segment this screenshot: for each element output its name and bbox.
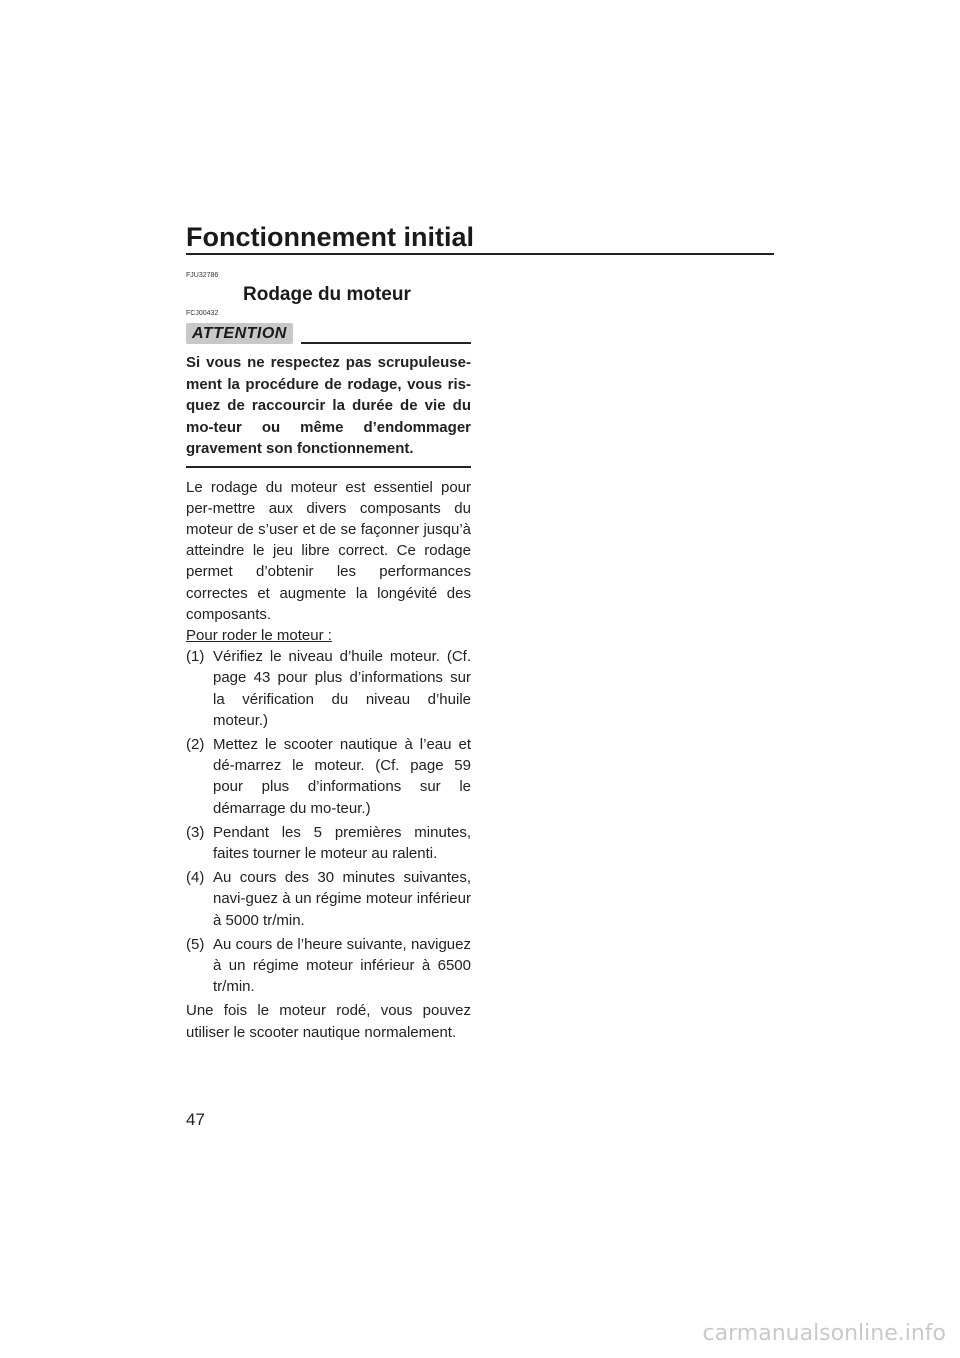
step-text: Pendant les 5 premières minutes, faites tourner le moteur au ralenti. <box>213 823 471 862</box>
step-item <box>186 934 471 998</box>
watermark: carmanualsonline.info <box>702 1321 946 1346</box>
attention-badge: ATTENTION <box>186 323 293 344</box>
attention-top-rule <box>301 342 471 344</box>
step-number: (2) <box>186 735 205 753</box>
step-item <box>186 734 471 819</box>
section-heading: Rodage du moteur <box>243 284 411 305</box>
procedure-steps <box>186 646 471 997</box>
step-text: Mettez le scooter nautique à l’eau et dé-marrez le moteur. (Cf. page 59 pour plus d’informations sur le démarrage du mo-teur.) <box>213 735 471 817</box>
step-text: Vérifiez le niveau d’huile moteur. (Cf. page 43 pour plus d’informations sur la vérification du niveau d’huile moteur.) <box>213 648 471 729</box>
step-text: Au cours des 30 minutes suivantes, navi-guez à un régime moteur inférieur à 5000 tr/min. <box>213 869 471 929</box>
step-number: (3) <box>186 823 205 841</box>
step-item <box>186 822 471 864</box>
closing-paragraph: Une fois le moteur rodé, vous pouvez utiliser le scooter nautique normalement. <box>186 1002 471 1041</box>
step-number: (5) <box>186 935 205 953</box>
chapter-rule <box>186 253 774 255</box>
procedure-label: Pour roder le moteur : <box>186 626 332 644</box>
step-item <box>186 867 471 931</box>
intro-paragraph: Le rodage du moteur est essentiel pour per-mettre aux divers composants du moteur de s’user et de se façonner jusqu’à atteindre le jeu libre correct. Ce rodage permet d’obtenir les performances correctes et augmente la longévité des composants. <box>186 478 471 623</box>
step-number: (4) <box>186 869 205 887</box>
page-number: 47 <box>186 1110 205 1129</box>
step-number: (1) <box>186 648 205 666</box>
content-column <box>186 272 471 1043</box>
attention-code: FCJ00432 <box>186 310 219 317</box>
attention-header <box>186 320 471 344</box>
step-text: Au cours de l’heure suivante, naviguez à un régime moteur inférieur à 6500 tr/min. <box>213 935 471 996</box>
attention-bottom-rule <box>186 466 471 468</box>
step-item <box>186 646 471 731</box>
attention-text: Si vous ne respectez pas scrupuleuse-ment la procédure de rodage, vous ris-quez de raccourcir la durée de vie du mo-teur ou même d’endommager gravement son fonctionnement. <box>186 354 471 457</box>
chapter-title: Fonctionnement initial <box>186 222 474 252</box>
section-code: FJU32786 <box>186 272 219 279</box>
